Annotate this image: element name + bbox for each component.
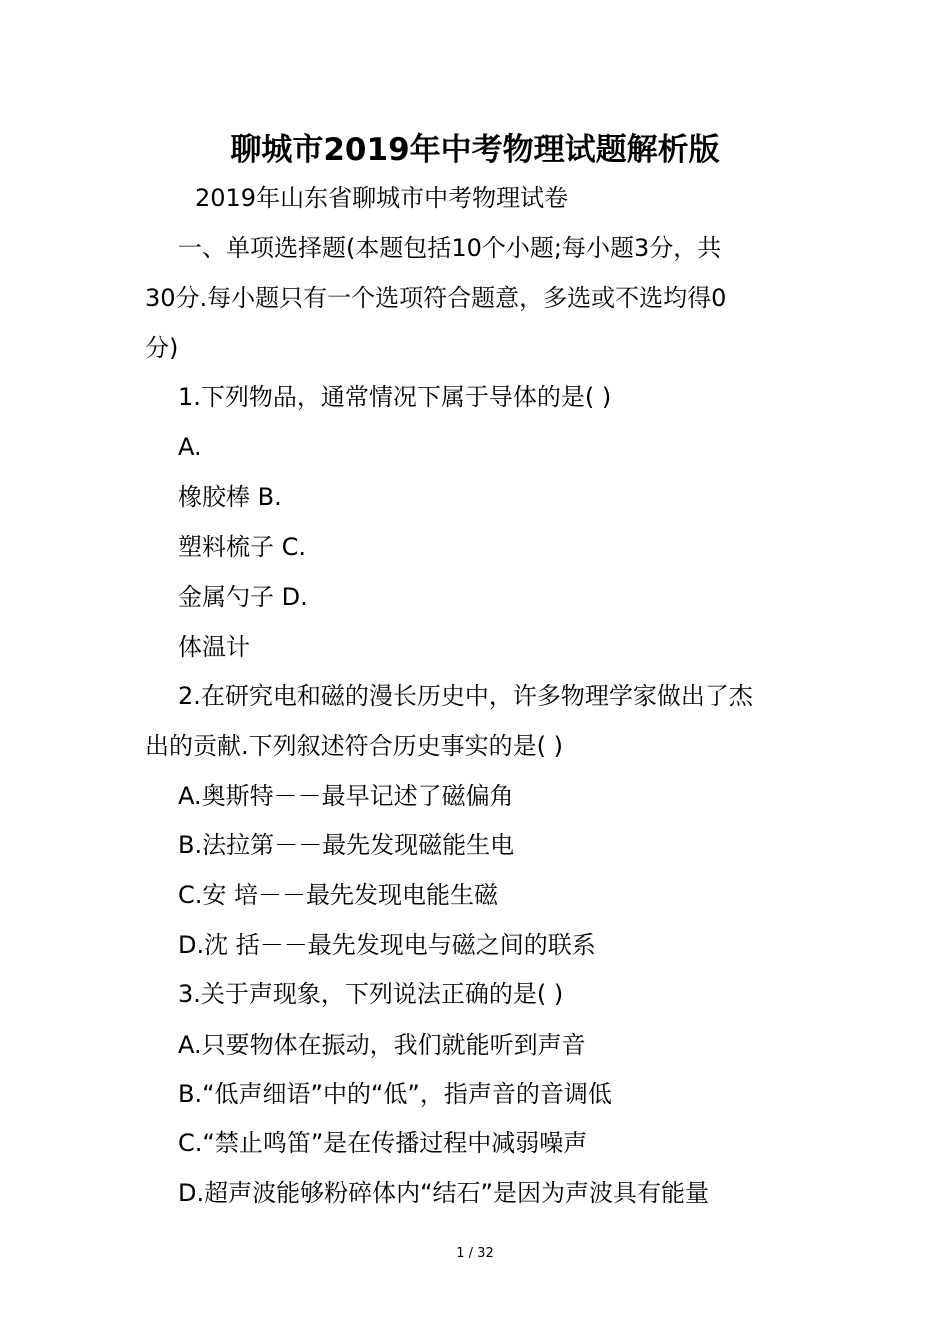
- question-1-option: 体温计: [178, 633, 250, 661]
- question-3-stem: 3.关于声现象，下列说法正确的是( ): [178, 980, 564, 1008]
- document-title: 聊城市2019年中考物理试题解析版: [230, 132, 720, 168]
- question-1-option: 橡胶棒 B.: [178, 483, 282, 511]
- document-subtitle: 2019年山东省聊城市中考物理试卷: [195, 184, 569, 212]
- section-heading-line-1: 一、单项选择题(本题包括10个小题;每小题3分，共: [178, 234, 722, 262]
- page-indicator: 1 / 32: [456, 1246, 494, 1261]
- question-2-option: A.奥斯特－－最早记述了磁偏角: [178, 782, 514, 810]
- question-2-option: B.法拉第－－最先发现磁能生电: [178, 831, 515, 859]
- question-3-option: B.“低声细语”中的“低”，指声音的音调低: [178, 1080, 612, 1108]
- question-2-stem-line-1: 2.在研究电和磁的漫长历史中，许多物理学家做出了杰: [178, 682, 753, 710]
- question-2-option: C.安 培－－最先发现电能生磁: [178, 881, 499, 909]
- question-3-option: D.超声波能够粉碎体内“结石”是因为声波具有能量: [178, 1179, 709, 1207]
- question-3-option: C.“禁止鸣笛”是在传播过程中减弱噪声: [178, 1129, 588, 1157]
- question-2-stem-line-2: 出的贡献.下列叙述符合历史事实的是( ): [145, 732, 563, 760]
- section-heading-line-2: 30分.每小题只有一个选项符合题意，多选或不选均得0: [145, 284, 727, 312]
- question-2-option: D.沈 括－－最先发现电与磁之间的联系: [178, 931, 596, 959]
- question-3-option: A.只要物体在振动，我们就能听到声音: [178, 1031, 586, 1059]
- question-1-option: 塑料梳子 C.: [178, 533, 307, 561]
- question-1-stem: 1.下列物品，通常情况下属于导体的是( ): [178, 383, 612, 411]
- section-heading-line-3: 分): [145, 334, 179, 362]
- question-1-option: 金属勺子 D.: [178, 583, 308, 611]
- question-1-option: A.: [178, 433, 202, 461]
